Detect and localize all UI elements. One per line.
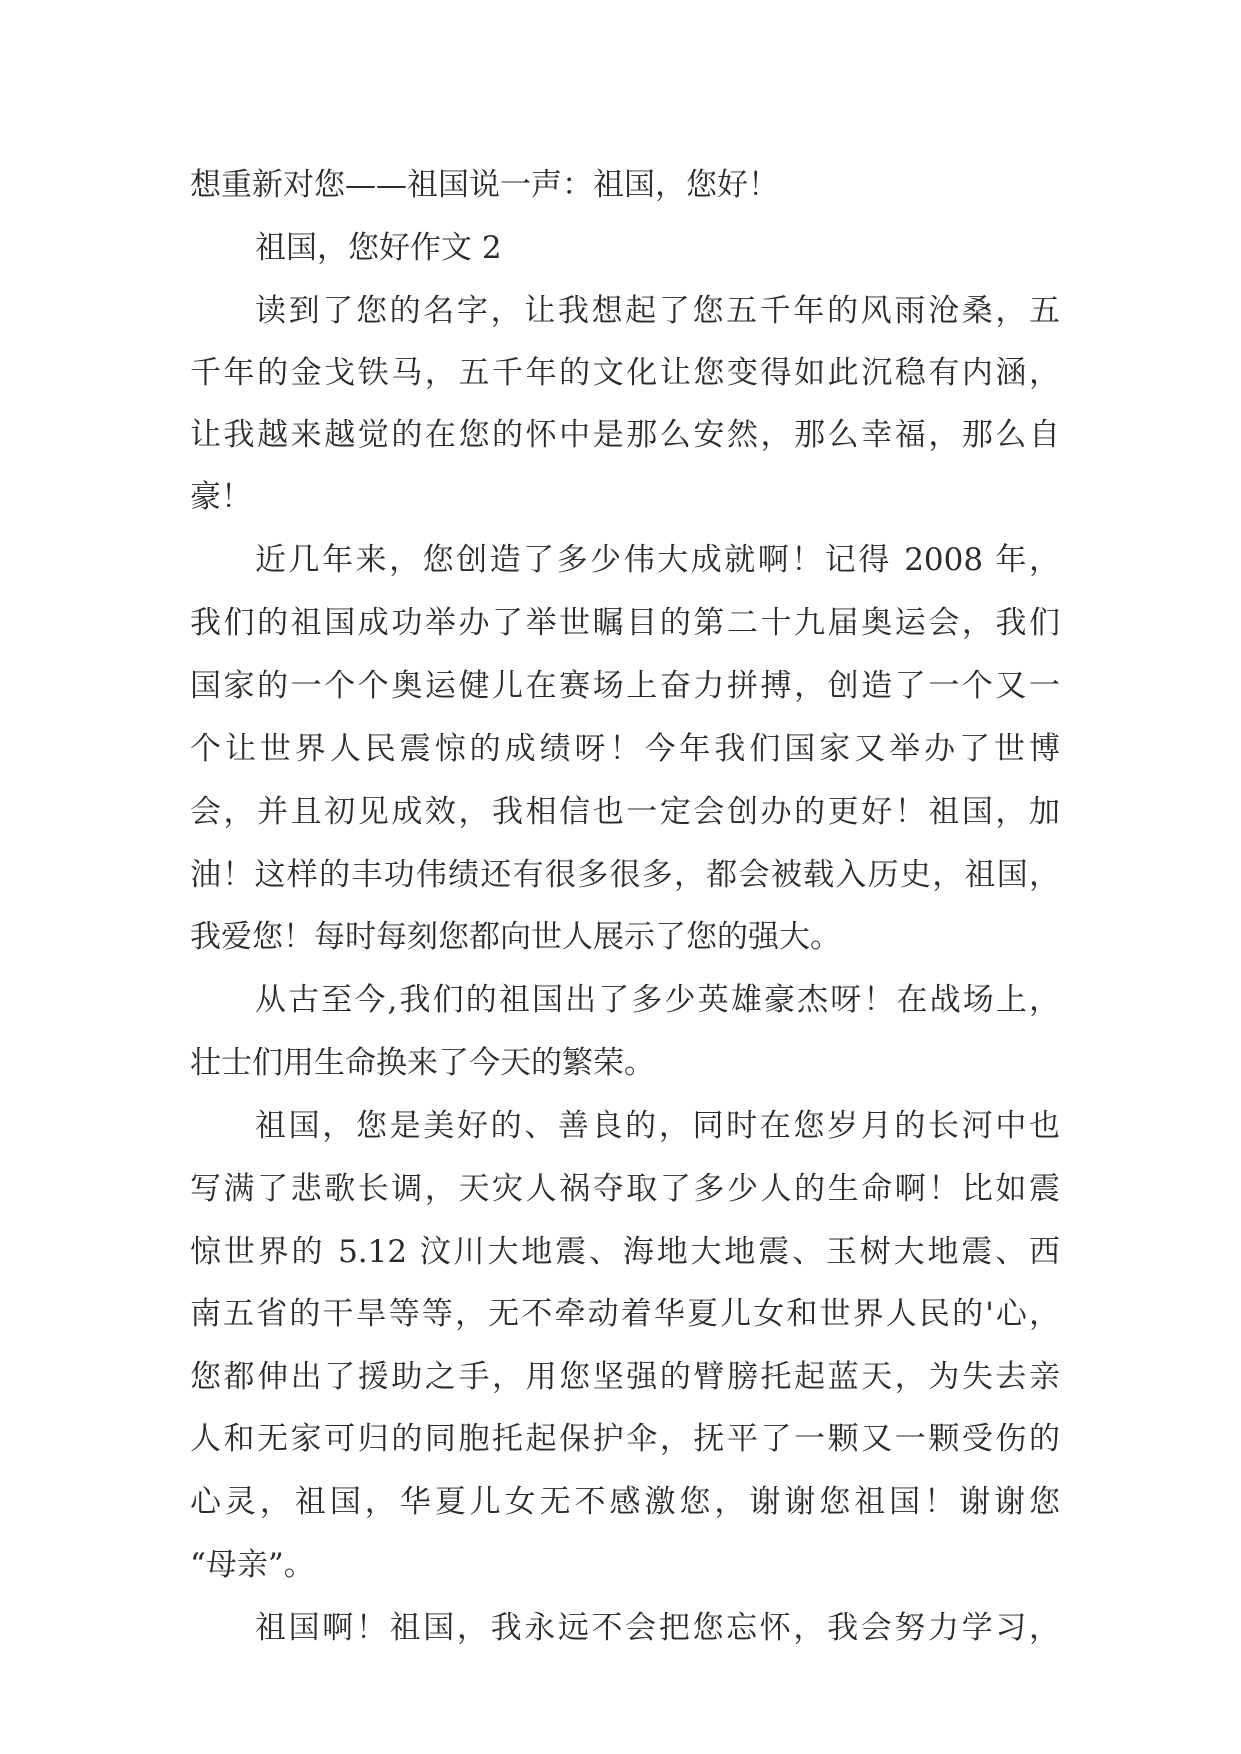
text-line: 从古至今,我们的祖国出了多少英雄豪杰呀！在战场上， (255, 982, 1060, 1018)
text-line: 人和无家可归的同胞托起保护伞，抚平了一颗又一颗受伤的 (190, 1421, 1060, 1457)
text-line: 祖国啊！祖国，我永远不会把您忘怀，我会努力学习， (255, 1610, 1060, 1646)
text-line: “母亲”。 (190, 1547, 315, 1583)
text-line: 心灵，祖国，华夏儿女无不感激您，谢谢您祖国！谢谢您 (190, 1484, 1060, 1520)
text-line: 千年的金戈铁马，五千年的文化让您变得如此沉稳有内涵， (190, 355, 1060, 391)
text-line: 南五省的干旱等等，无不牵动着华夏儿女和世界人民的'心， (190, 1296, 1060, 1332)
text-line: 个让世界人民震惊的成绩呀！今年我们国家又举办了世博 (190, 731, 1060, 767)
text-line: 我爱您！每时每刻您都向世人展示了您的强大。 (190, 919, 841, 955)
section-heading: 祖国，您好作文 2 (255, 230, 502, 266)
text-line: 祖国，您是美好的、善良的，同时在您岁月的长河中也 (255, 1108, 1060, 1144)
text-line: 惊世界的 5.12 汶川大地震、海地大地震、玉树大地震、西 (190, 1234, 1060, 1270)
text-line: 会，并且初见成效，我相信也一定会创办的更好！祖国，加 (190, 794, 1060, 830)
text-line: 写满了悲歌长调，天灾人祸夺取了多少人的生命啊！比如震 (190, 1171, 1060, 1207)
text-line: 想重新对您——祖国说一声：祖国，您好！ (190, 167, 779, 203)
text-line: 您都伸出了援助之手，用您坚强的臂膀托起蓝天，为失去亲 (190, 1359, 1060, 1395)
text-line: 国家的一个个奥运健儿在赛场上奋力拼搏，创造了一个又一 (190, 668, 1060, 704)
text-line: 近几年来，您创造了多少伟大成就啊！记得 2008 年， (255, 542, 1060, 578)
text-line: 让我越来越觉的在您的怀中是那么安然，那么幸福，那么自 (190, 417, 1060, 453)
text-line: 壮士们用生命换来了今天的繁荣。 (190, 1045, 655, 1081)
text-line: 油！这样的丰功伟绩还有很多很多，都会被载入历史，祖国， (190, 857, 1060, 893)
text-line: 读到了您的名字，让我想起了您五千年的风雨沧桑，五 (255, 293, 1060, 329)
text-line: 豪！ (190, 479, 252, 515)
text-line: 我们的祖国成功举办了举世瞩目的第二十九届奥运会，我们 (190, 605, 1060, 641)
